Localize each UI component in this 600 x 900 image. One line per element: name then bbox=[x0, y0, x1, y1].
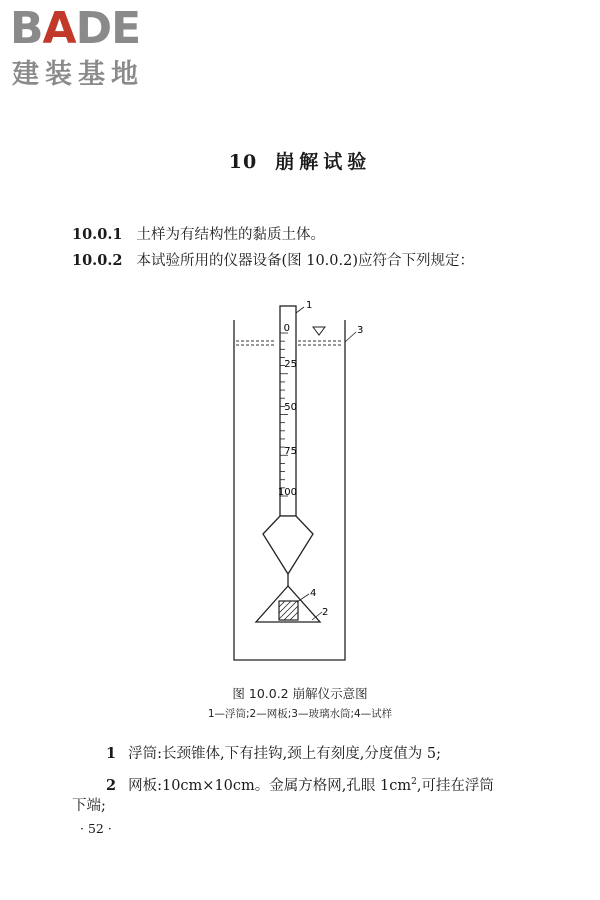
clause-10-0-2 bbox=[72, 251, 474, 271]
scale-label-100: 100 bbox=[277, 487, 297, 498]
logo-subtitle: 建装基地 bbox=[12, 59, 144, 90]
list-item-2 bbox=[72, 771, 494, 797]
callout-2: 2 bbox=[322, 607, 329, 618]
clause-number: 10.0.1 bbox=[72, 226, 123, 243]
item-text-tail: ,可挂在浮筒 bbox=[416, 777, 494, 794]
section-title-text: 崩解试验 bbox=[275, 151, 372, 173]
clause-text: 本试验所用的仪器设备(图 10.0.2)应符合下列规定： bbox=[136, 253, 474, 269]
clause-10-0-1 bbox=[72, 225, 325, 245]
section-title bbox=[0, 147, 600, 174]
scale-label-75: 75 bbox=[284, 446, 297, 457]
figure-legend: 1—浮筒;2—网板;3—玻璃水筒;4—试样 bbox=[207, 708, 393, 720]
list-item-1 bbox=[72, 743, 441, 765]
section-number: 10 bbox=[228, 151, 258, 173]
callout-leaders bbox=[296, 307, 356, 620]
item-text: 浮筒:长颈锥体,下有挂钩,颈上有刻度,分度值为 5; bbox=[128, 746, 442, 762]
callout-3: 3 bbox=[357, 325, 364, 336]
scale-label-25: 25 bbox=[284, 359, 297, 370]
item-number: 2 bbox=[106, 776, 117, 794]
float-cone bbox=[263, 516, 313, 574]
clause-number: 10.0.2 bbox=[72, 252, 123, 269]
clause-text: 土样为有结构性的黏质土体。 bbox=[136, 227, 325, 243]
site-logo bbox=[10, 4, 180, 96]
scale-label-50: 50 bbox=[284, 402, 297, 413]
page-number: · 52 · bbox=[80, 821, 112, 836]
item-continuation: 下端; bbox=[72, 798, 106, 814]
disintegration-apparatus-figure bbox=[225, 298, 365, 668]
logo-wordmark: BADE bbox=[10, 3, 141, 54]
item-superscript: 2 bbox=[411, 777, 417, 787]
callout-1: 1 bbox=[306, 300, 313, 311]
scale-label-0: 0 bbox=[283, 323, 290, 334]
callout-4: 4 bbox=[310, 588, 317, 599]
item-number: 1 bbox=[106, 745, 117, 762]
water-level-marker bbox=[313, 327, 325, 335]
item-text: 网板:10cm×10cm。金属方格网,孔眼 1cm bbox=[128, 777, 412, 794]
figure-caption: 图 10.0.2 崩解仪示意图 bbox=[232, 686, 368, 701]
